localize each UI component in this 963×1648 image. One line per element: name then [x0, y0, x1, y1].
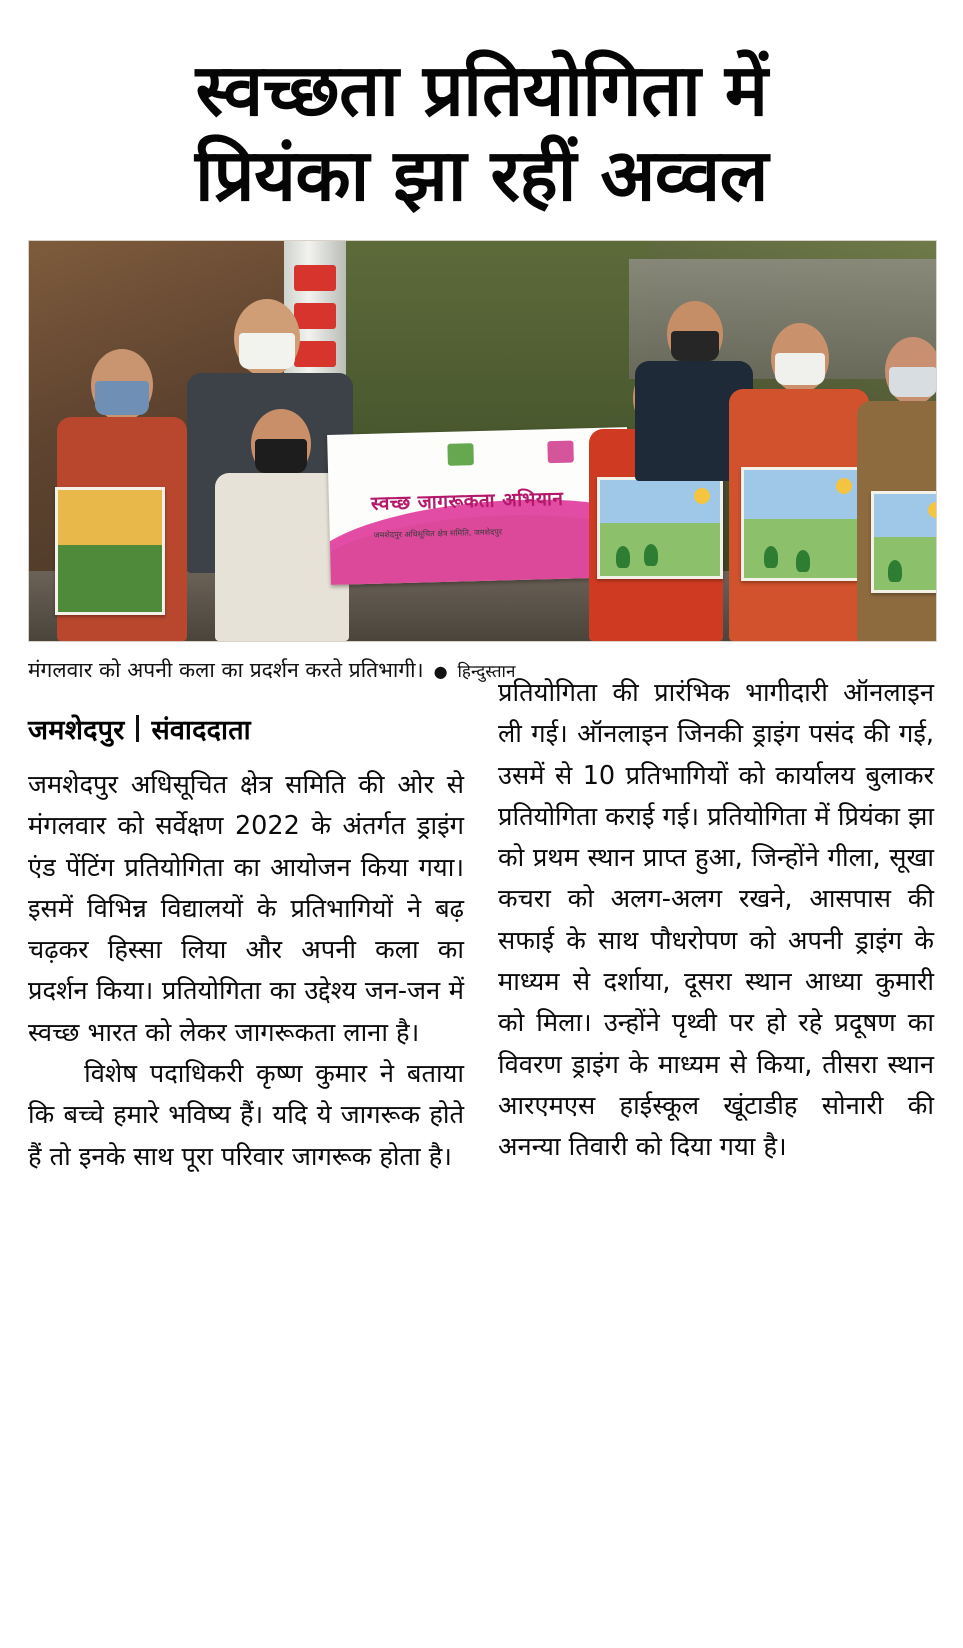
banner-text: स्वच्छ जागरूकता अभियान: [370, 487, 564, 515]
child-drawing-2: [741, 467, 865, 581]
child-drawing-1: [597, 477, 723, 579]
article-column-left: [28, 765, 464, 1261]
paragraph: प्रतियोगिता की प्रारंभिक भागीदारी ऑनलाइन ली गई। ऑनलाइन जिनकी ड्राइंग पसंद की गई, उसमें से 10 प्रतिभागियों को कार्यालय बुलाकर प्रतियोगिता कराई गई। प्रतियोगिता में प्रियंका झा को प्रथम स्थान प्राप्त हुआ, जिन्होंने गीला, सूखा कचरा को अलग-अलग रखने, आसपास की सफाई के साथ पौधरोपण को अपनी ड्राइंग के माध्यम से दर्शाया, दूसरा स्थान आध्या कुमारी को मिला। उन्होंने पृथ्वी पर हो रहे प्रदूषण का विवरण ड्राइंग के माध्यम से किया, तीसरा स्थान आरएमएस हाईस्कूल खूंटाडीह सोनारी की अनन्या तिवारी को दिया गया है।: [498, 677, 934, 1163]
child-drawing-3: [871, 491, 936, 593]
newspaper-article-page: [0, 48, 963, 1648]
paragraph: विशेष पदाधिकरी कृष्ण कुमार ने बताया कि बच्चे हमारे भविष्य हैं। यदि ये जागरूक होते हैं तो इनके साथ पूरा परिवार जागरूक होता है।: [28, 1058, 464, 1172]
bullet-icon: ●: [433, 661, 448, 681]
page-title: [28, 48, 935, 218]
article-column-right: [498, 673, 934, 1169]
photo-credit: हिन्दुस्तान: [457, 661, 516, 682]
headline-line-2: प्रियंका झा रहीं अव्वल: [195, 132, 768, 217]
headline-line-1: स्वच्छता प्रतियोगिता में: [195, 48, 768, 132]
byline-source: संवाददाता: [151, 714, 251, 746]
byline-separator: [136, 715, 139, 742]
held-bag: [55, 487, 165, 615]
article-photo: [28, 240, 937, 642]
paragraph: जमशेदपुर अधिसूचित क्षेत्र समिति की ओर से मंगलवार को सर्वेक्षण 2022 के अंतर्गत ड्राइंग एंड पेंटिंग प्रतियोगिता का आयोजन किया गया। इसमें विभिन्न विद्यालयों के प्रतिभागियों ने बढ़ चढ़कर हिस्सा लिया और अपनी कला का प्रदर्शन किया। प्रतियोगिता का उद्देश्य जन-जन में स्वच्छ भारत को लेकर जागरूकता लाना है।: [28, 769, 464, 1048]
photo-caption: मंगलवार को अपनी कला का प्रदर्शन करते प्रतिभागी।: [28, 657, 424, 682]
byline-place: जमशेदपुर: [28, 714, 125, 746]
banner-subtext: जमशेदपुर अधिसूचित क्षेत्र समिति, जमशेदपुर: [373, 527, 503, 540]
photo-scene: [29, 241, 936, 641]
awareness-banner: [327, 427, 631, 585]
